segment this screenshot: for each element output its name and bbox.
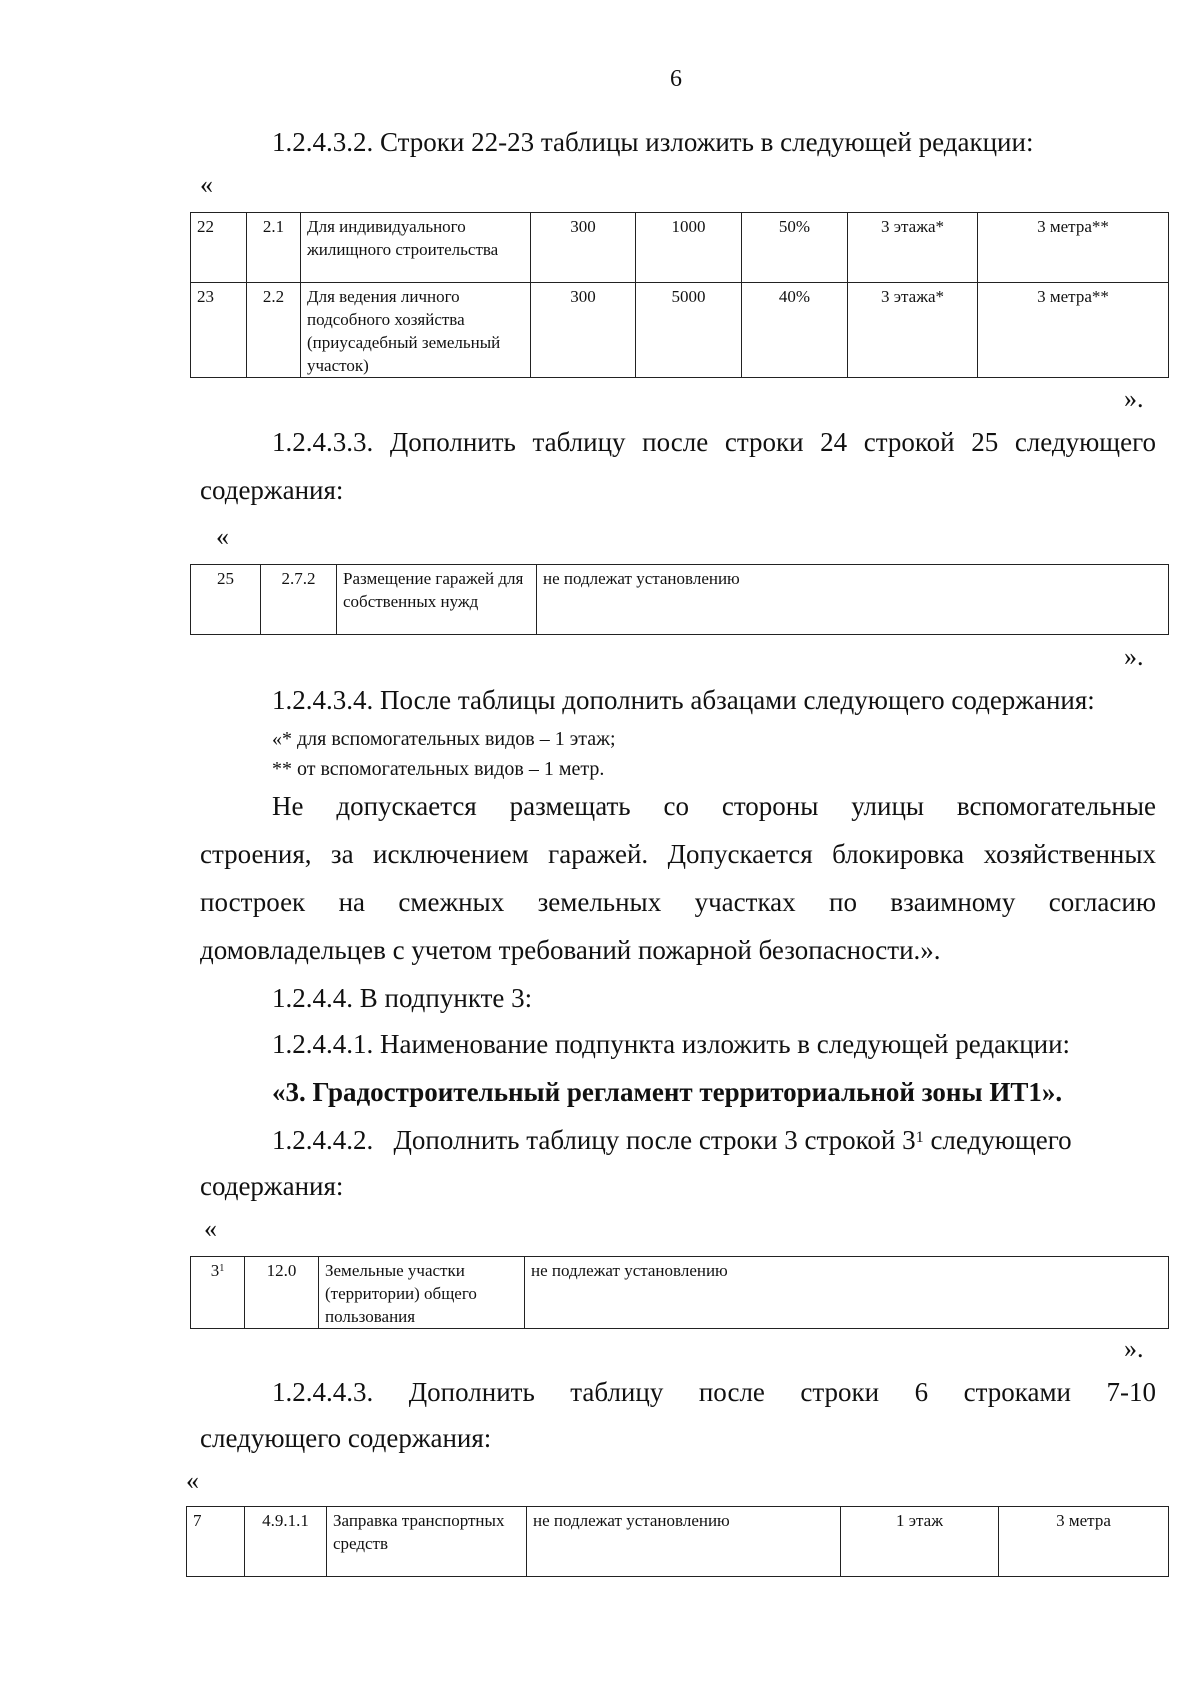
close-quote: ». [1124,384,1144,413]
min-area: 300 [531,283,636,378]
land-use-code: 2.1 [247,213,301,283]
table-row [191,283,1169,378]
build-percent: 40% [742,283,848,378]
paragraph-1-2-4-4-3-cont: следующего содержания: [200,1423,492,1453]
open-quote: « [204,1214,217,1243]
land-use-name: Для индивидуального жилищного строительства [301,213,531,283]
land-use-name: Земельные участки (территории) общего пользования [319,1257,525,1329]
parameters-value: не подлежат установлению [525,1257,1169,1329]
table-row-7 [186,1506,1169,1577]
row-number: 22 [191,213,247,283]
open-quote: « [186,1466,199,1495]
paragraph-1-2-4-4-2 [272,1124,1156,1156]
zone-heading: «3. Градостроительный регламент территориальной зоны ИТ1». [272,1077,1063,1107]
land-use-code: 4.9.1.1 [245,1507,327,1577]
min-distance: 3 метра [999,1507,1169,1577]
open-quote: « [216,522,229,551]
close-quote: ». [1124,1334,1144,1363]
row-number: 23 [191,283,247,378]
paragraph-1-2-4-4-1: 1.2.4.4.1. Наименование подпункта изложить в следующей редакции: [272,1029,1071,1059]
min-area: 300 [531,213,636,283]
page-number: 6 [670,66,682,92]
paragraph-line: построек на смежных земельных участках по взаимному согласию [200,887,1156,917]
row-number-text: 3 [210,1261,220,1280]
paragraph-1-2-4-3-3-cont: содержания: [200,475,344,505]
paragraph-1-2-4-4: 1.2.4.4. В подпункте 3: [272,983,533,1013]
table-row [191,1257,1169,1329]
paragraph-line: строения, за исключением гаражей. Допускается блокировка хозяйственных [200,839,1156,869]
paragraph-1-2-4-4-2-cont: содержания: [200,1171,344,1201]
table-row [187,1507,1169,1577]
paragraph-1-2-4-3-3: 1.2.4.3.3. Дополнить таблицу после строки 24 строкой 25 следующего [272,427,1156,457]
table-row [191,565,1169,635]
table-row [191,213,1169,283]
max-floors: 1 этаж [841,1507,999,1577]
table-rows-22-23 [190,212,1169,378]
row-number [191,1257,245,1329]
max-floors: 3 этажа* [848,213,978,283]
build-percent: 50% [742,213,848,283]
footnote-distance: ** от вспомогательных видов – 1 метр. [272,758,605,780]
paragraph-text: 1.2.4.4.2. Дополнить таблицу после строки 3 строкой 3 [272,1125,916,1155]
paragraph-1-2-4-3-2: 1.2.4.3.2. Строки 22-23 таблицы изложить в следующей редакции: [272,127,1034,157]
footnote-floors: «* для вспомогательных видов – 1 этаж; [272,728,616,750]
land-use-name: Размещение гаражей для собственных нужд [337,565,537,635]
max-floors: 3 этажа* [848,283,978,378]
close-quote: ». [1124,642,1144,671]
land-use-name: Для ведения личного подсобного хозяйства (приусадебный земельный участок) [301,283,531,378]
table-row-25 [190,564,1169,635]
row-number: 25 [191,565,261,635]
open-quote: « [200,170,213,199]
land-use-code: 2.7.2 [261,565,337,635]
land-use-code: 12.0 [245,1257,319,1329]
paragraph-line: домовладельцев с учетом требований пожарной безопасности.». [200,935,941,965]
land-use-name: Заправка транспортных средств [327,1507,527,1577]
paragraph-1-2-4-3-4: 1.2.4.3.4. После таблицы дополнить абзацами следующего содержания: [272,685,1095,715]
parameters-value: не подлежат установлению [527,1507,841,1577]
paragraph-text: следующего [923,1125,1072,1155]
min-distance: 3 метра** [978,213,1169,283]
max-area: 5000 [636,283,742,378]
superscript: 1 [915,1127,924,1146]
paragraph-1-2-4-4-3: 1.2.4.4.3. Дополнить таблицу после строки 6 строками 7-10 [272,1377,1156,1407]
superscript: 1 [219,1263,225,1275]
land-use-code: 2.2 [247,283,301,378]
table-row-3-1 [190,1256,1169,1329]
row-number: 7 [187,1507,245,1577]
max-area: 1000 [636,213,742,283]
paragraph-line: Не допускается размещать со стороны улицы вспомогательные [272,791,1156,821]
parameters-value: не подлежат установлению [537,565,1169,635]
min-distance: 3 метра** [978,283,1169,378]
